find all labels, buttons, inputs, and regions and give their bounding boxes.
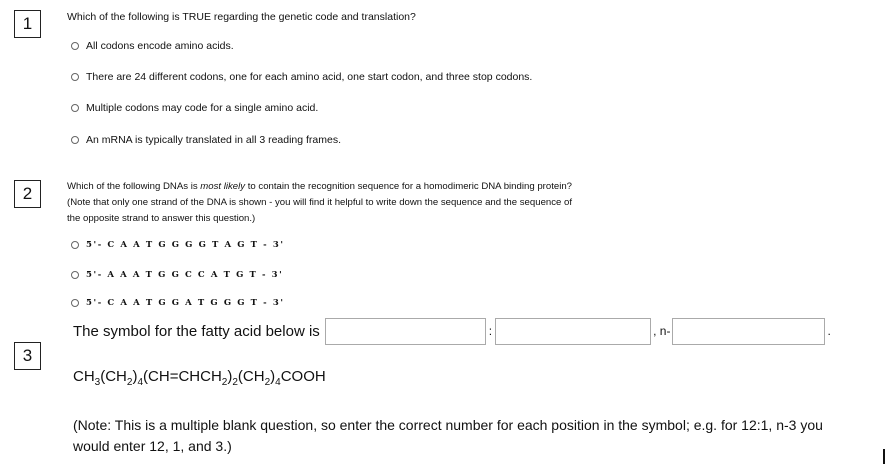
dna-sequence: 5'- A A A T G G C C A T G T - 3': [86, 270, 284, 280]
prompt-line-3: the opposite strand to answer this question.): [67, 213, 256, 224]
radio-button[interactable]: [71, 73, 79, 81]
radio-button[interactable]: [71, 299, 79, 307]
prompt-line-2: (Note that only one strand of the DNA is shown - you will find it helpful to write down the sequence and the sequence of: [67, 197, 573, 208]
text-cursor: [883, 449, 885, 464]
q1-option-2[interactable]: [71, 71, 532, 83]
dna-sequence: 5'- C A A T G G G G T A G T - 3': [86, 240, 285, 250]
separator-colon: :: [488, 324, 493, 338]
question-3-prompt-row: [73, 316, 831, 346]
option-label: An mRNA is typically translated in all 3 reading frames.: [86, 134, 342, 146]
question-1-prompt: Which of the following is TRUE regarding the genetic code and translation?: [67, 11, 416, 23]
question-3-note: [73, 415, 823, 457]
question-number-1: 1: [14, 10, 41, 38]
option-label: All codons encode amino acids.: [86, 40, 234, 52]
note-line-2: would enter 12, 1, and 3.): [73, 438, 232, 454]
question-2-prompt: [67, 179, 572, 227]
radio-button[interactable]: [71, 271, 79, 279]
q2-option-2[interactable]: [71, 270, 283, 280]
blank-3-input[interactable]: [672, 318, 825, 345]
q1-option-3[interactable]: [71, 102, 318, 114]
note-line-1: (Note: This is a multiple blank question, so enter the correct number for each position in the symbol; e.g. for 12:1, n-3 you: [73, 417, 823, 433]
q1-option-1[interactable]: [71, 40, 234, 52]
radio-button[interactable]: [71, 136, 79, 144]
radio-button[interactable]: [71, 241, 79, 249]
prompt-line-1: Which of the following DNAs is most likely to contain the recognition sequence for a homodimeric DNA binding protein?: [67, 181, 572, 192]
fatty-acid-formula: $CH_3(CH_2)_4(CH=CHCH_2)_2(CH_2)_4COOH$: [73, 368, 326, 388]
radio-button[interactable]: [71, 42, 79, 50]
q2-option-1[interactable]: [71, 240, 285, 250]
separator-period: .: [827, 324, 831, 338]
q1-option-4[interactable]: [71, 134, 341, 146]
separator-n: , n-: [653, 324, 671, 338]
blank-1-input[interactable]: [325, 318, 486, 345]
q2-option-3[interactable]: [71, 298, 285, 308]
option-label: There are 24 different codons, one for each amino acid, one start codon, and three stop codons.: [86, 71, 533, 83]
option-label: Multiple codons may code for a single amino acid.: [86, 102, 319, 114]
blank-2-input[interactable]: [495, 318, 651, 345]
dna-sequence: 5'- C A A T G G A T G G G T - 3': [86, 298, 285, 308]
question-3-prompt: The symbol for the fatty acid below is: [73, 322, 320, 340]
question-number-3: 3: [14, 342, 41, 370]
radio-button[interactable]: [71, 104, 79, 112]
question-number-2: 2: [14, 180, 41, 208]
